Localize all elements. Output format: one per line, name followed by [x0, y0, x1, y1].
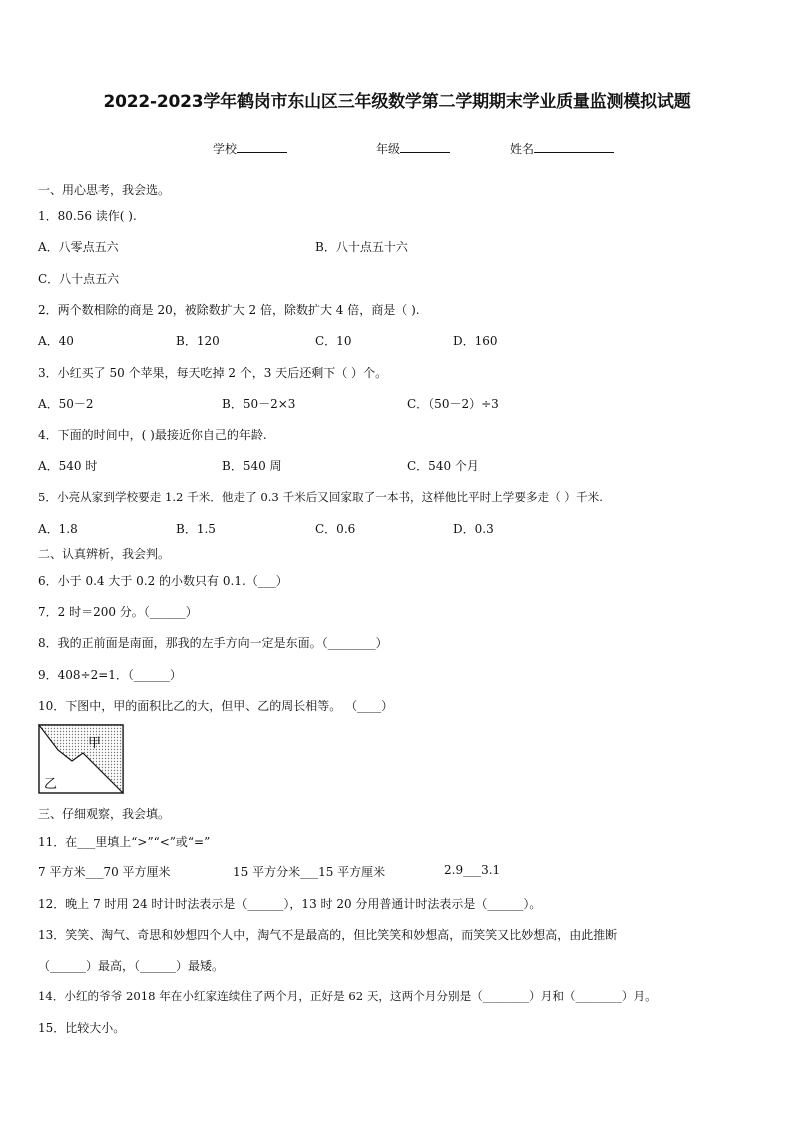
question-10: 10．下图中，甲的面积比乙的大，但甲、乙的周长相等。 （____）: [38, 699, 394, 713]
area-perimeter-figure: [38, 724, 124, 794]
section-heading-1: 一、用心思考，我会选。: [38, 183, 171, 197]
label-yi: 乙: [44, 777, 58, 792]
question-4: 4．下面的时间中，( )最接近你自己的年龄.: [38, 428, 267, 442]
name-label: 姓名: [510, 142, 535, 156]
q2-option-a[interactable]: A．40: [38, 334, 74, 348]
question-12: 12．晚上 7 时用 24 时计时法表示是（______），13 时 20 分用普通计时法表示是（______）。: [38, 897, 542, 911]
q5-option-c[interactable]: C．0.6: [315, 522, 356, 536]
school-blank[interactable]: [237, 140, 287, 153]
question-3: 3．小红买了 50 个苹果，每天吃掉 2 个，3 天后还剩下（ ）个。: [38, 366, 388, 380]
q4-option-c[interactable]: C．540 个月: [407, 459, 479, 473]
q2-option-b[interactable]: B．120: [176, 334, 220, 348]
question-15: 15．比较大小。: [38, 1021, 126, 1035]
name-blank[interactable]: [534, 140, 614, 153]
question-2: 2．两个数相除的商是 20，被除数扩大 2 倍，除数扩大 4 倍，商是（ ).: [38, 303, 420, 317]
question-8: 8．我的正前面是南面，那我的左手方向一定是东面。（________）: [38, 636, 388, 650]
section-heading-2: 二、认真辨析，我会判。: [38, 547, 171, 561]
q2-option-c[interactable]: C．10: [315, 334, 352, 348]
q3-option-b[interactable]: B．50－2×3: [222, 397, 296, 411]
label-jia: 甲: [88, 736, 102, 751]
question-13-line-1: 13．笑笑、淘气、奇思和妙想四个人中，淘气不是最高的，但比笑笑和妙想高，而笑笑又比妙想高，由此推断: [38, 928, 618, 942]
page-title: 2022-2023学年鹤岗市东山区三年级数学第二学期期末学业质量监测模拟试题: [103, 92, 691, 112]
q1-option-a[interactable]: A．八零点五六: [38, 240, 119, 254]
question-1: 1．80.56 读作( ).: [38, 209, 137, 223]
q11-part-1: 7 平方米___70 平方厘米: [38, 865, 171, 879]
q2-option-d[interactable]: D．160: [453, 334, 498, 348]
q4-option-b[interactable]: B．540 周: [222, 459, 282, 473]
q4-option-a[interactable]: A．540 时: [38, 459, 98, 473]
question-9: 9．408÷2=1．（______）: [38, 668, 182, 682]
q11-part-2: 15 平方分米___15 平方厘米: [233, 865, 386, 879]
question-13-line-2: （______）最高，（______）最矮。: [38, 959, 225, 973]
question-5: 5．小亮从家到学校要走 1.2 千米．他走了 0.3 千米后又回家取了一本书，这样他比平时上学要多走（ ）千米.: [38, 490, 603, 504]
q1-option-c[interactable]: C．八十点五六: [38, 272, 120, 286]
school-label: 学校: [213, 142, 238, 156]
q5-option-a[interactable]: A．1.8: [38, 522, 78, 536]
name-field: [510, 140, 614, 157]
q3-option-c[interactable]: C．（50－2）÷3: [407, 397, 499, 411]
school-field: [213, 140, 287, 157]
q5-option-b[interactable]: B．1.5: [176, 522, 216, 536]
q1-option-b[interactable]: B．八十点五十六: [315, 240, 408, 254]
grade-label: 年级: [376, 142, 401, 156]
q11-part-3: 2.9___3.1: [444, 863, 501, 877]
question-6: 6．小于 0.4 大于 0.2 的小数只有 0.1.（___）: [38, 574, 288, 588]
question-11: 11．在___里填上“>”“<”或“=”: [38, 835, 211, 849]
q3-option-a[interactable]: A．50－2: [38, 397, 94, 411]
grade-blank[interactable]: [400, 140, 450, 153]
q5-option-d[interactable]: D．0.3: [453, 522, 494, 536]
grade-field: [376, 140, 450, 157]
question-7: 7．2 时＝200 分。（______）: [38, 605, 198, 619]
question-14: 14．小红的爷爷 2018 年在小红家连续住了两个月，正好是 62 天，这两个月分别是（________）月和（________）月。: [38, 989, 657, 1003]
section-heading-3: 三、仔细观察，我会填。: [38, 807, 171, 821]
